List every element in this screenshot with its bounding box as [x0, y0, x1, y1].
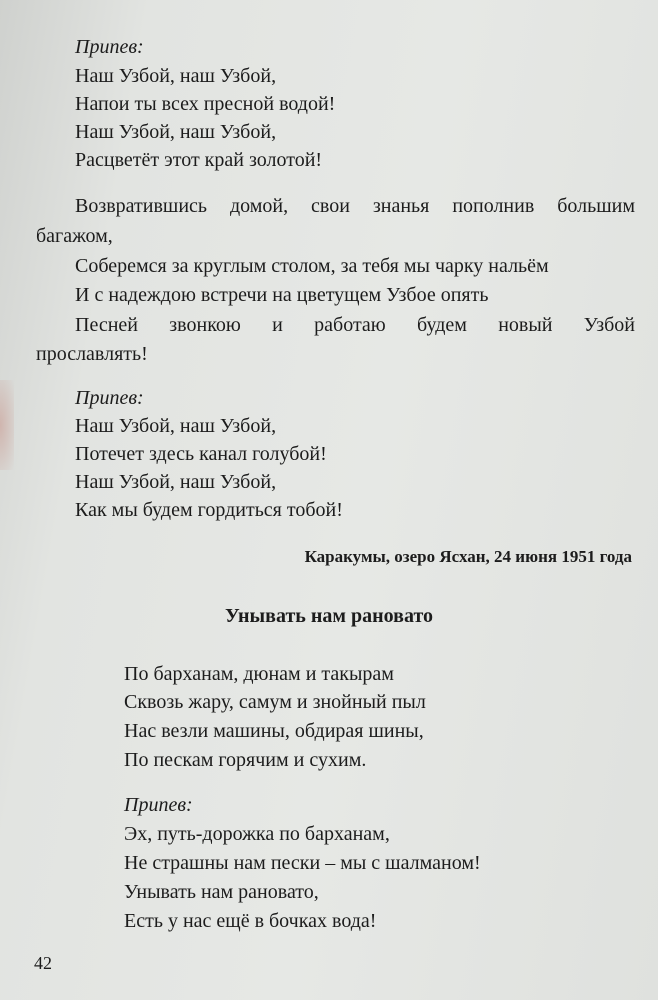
verse-line: Возвратившись домой, свои знанья пополнив большим: [75, 195, 635, 217]
chorus-label: Припев:: [75, 387, 144, 409]
verse-line: Сквозь жару, самум и знойный пыл: [124, 691, 426, 713]
verse-line: По барханам, дюнам и такырам: [124, 663, 394, 685]
chorus-label: Припев:: [124, 794, 193, 816]
chorus-line: Наш Узбой, наш Узбой,: [75, 65, 277, 87]
chorus-line: Наш Узбой, наш Узбой,: [75, 121, 277, 143]
chorus-line: Наш Узбой, наш Узбой,: [75, 471, 277, 493]
verse-line: Соберемся за круглым столом, за тебя мы чарку нальём: [75, 255, 549, 277]
chorus-line: Есть у нас ещё в бочках вода!: [124, 910, 377, 932]
chorus-line: Эх, путь-дорожка по барханам,: [124, 823, 390, 845]
chorus-line: Наш Узбой, наш Узбой,: [75, 415, 277, 437]
chorus-line: Как мы будем гордиться тобой!: [75, 499, 343, 521]
verse-line: Песней звонкою и работаю будем новый Узбой: [75, 314, 635, 336]
verse-line: По пескам горячим и сухим.: [124, 749, 367, 771]
page-number: 42: [34, 953, 52, 973]
verse-line: И с надеждою встречи на цветущем Узбое опять: [75, 284, 489, 306]
chorus-line: Унывать нам рановато,: [124, 881, 319, 903]
chorus-label: Припев:: [75, 36, 144, 58]
verse-line: прославлять!: [36, 343, 148, 365]
song-title: Унывать нам рановато: [225, 605, 433, 627]
verse-line: багажом,: [36, 225, 113, 247]
verse-line: Нас везли машины, обдирая шины,: [124, 720, 424, 742]
chorus-line: Потечет здесь канал голубой!: [75, 443, 327, 465]
chorus-line: Напои ты всех пресной водой!: [75, 93, 336, 115]
page-edge-shadow: [0, 380, 14, 470]
chorus-line: Не страшны нам пески – мы с шалманом!: [124, 852, 481, 874]
chorus-line: Расцветёт этот край золотой!: [75, 149, 323, 171]
place-date-signature: Каракумы, озеро Ясхан, 24 июня 1951 года: [304, 547, 632, 566]
